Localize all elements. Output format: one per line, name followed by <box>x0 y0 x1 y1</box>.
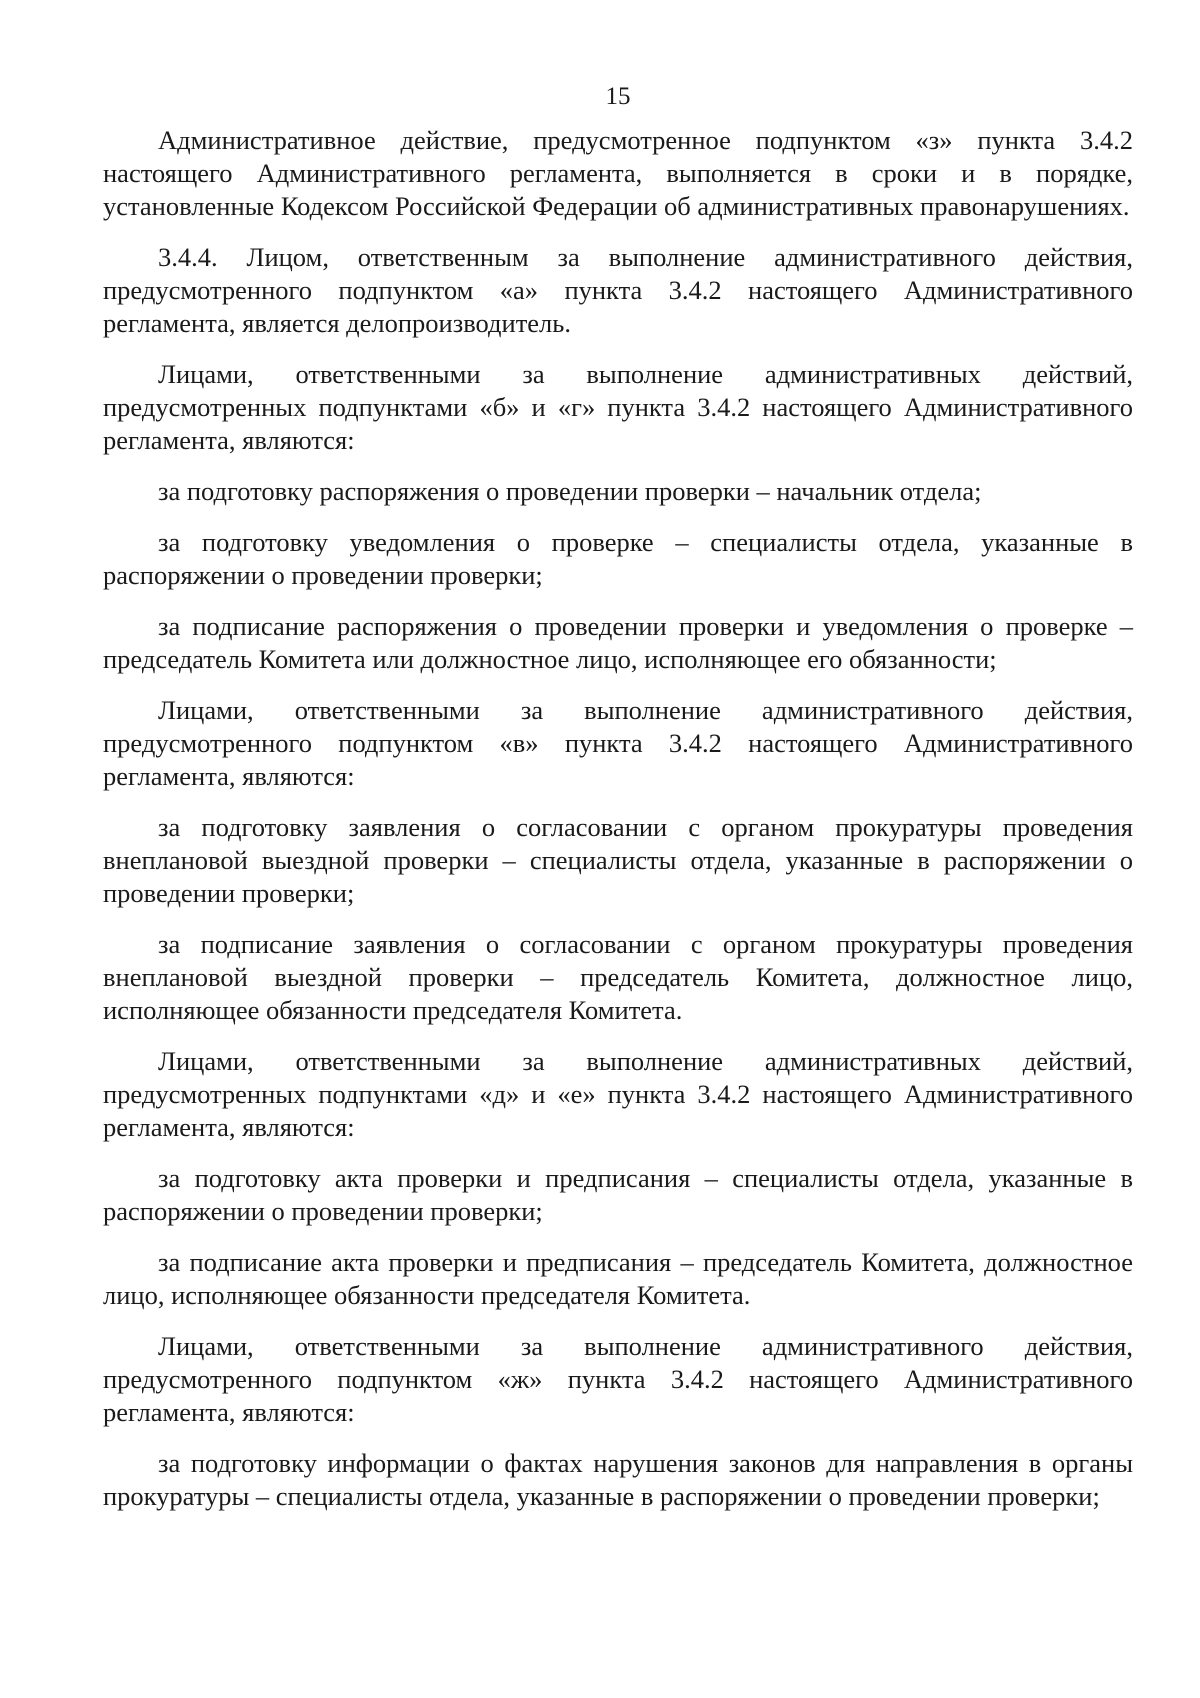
paragraph: Лицами, ответственными за выполнение административных действий, предусмотренных подпунктами «д» и «е» пункта 3.4.2 настоящего Административного регламента, являются: <box>103 1046 1133 1142</box>
paragraph: за подготовку информации о фактах нарушения законов для направления в органы прокуратуры – специалисты отдела, указанные в распоряжении о проведении проверки; <box>103 1448 1133 1511</box>
paragraph: 3.4.4. Лицом, ответственным за выполнение административного действия, предусмотренного подпунктом «а» пункта 3.4.2 настоящего Административного регламента, является делопроизводитель. <box>103 242 1133 338</box>
paragraph: Лицами, ответственными за выполнение административных действий, предусмотренных подпунктами «б» и «г» пункта 3.4.2 настоящего Административного регламента, являются: <box>103 359 1133 455</box>
document-body <box>103 124 1133 1531</box>
paragraph: Лицами, ответственными за выполнение административного действия, предусмотренного подпунктом «в» пункта 3.4.2 настоящего Административного регламента, являются: <box>103 695 1133 791</box>
paragraph: за подписание заявления о согласовании с органом прокуратуры проведения внеплановой выездной проверки – председатель Комитета, должностное лицо, исполняющее обязанности председателя Комитета. <box>103 929 1133 1025</box>
page-number: 15 <box>605 83 631 110</box>
paragraph: за подготовку уведомления о проверке – специалисты отдела, указанные в распоряжении о проведении проверки; <box>103 527 1133 590</box>
paragraph: Административное действие, предусмотренное подпунктом «з» пункта 3.4.2 настоящего Административного регламента, выполняется в сроки и в порядке, установленные Кодексом Российской Федерации об административных правонарушениях. <box>103 125 1133 221</box>
paragraph: за подготовку заявления о согласовании с органом прокуратуры проведения внеплановой выездной проверки – специалисты отдела, указанные в распоряжении о проведении проверки; <box>103 812 1133 908</box>
paragraph: за подписание акта проверки и предписания – председатель Комитета, должностное лицо, исполняющее обязанности председателя Комитета. <box>103 1247 1133 1310</box>
paragraph: Лицами, ответственными за выполнение административного действия, предусмотренного подпунктом «ж» пункта 3.4.2 настоящего Административного регламента, являются: <box>103 1331 1133 1427</box>
paragraph: за подготовку распоряжения о проведении проверки – начальник отдела; <box>158 476 982 506</box>
paragraph: за подписание распоряжения о проведении проверки и уведомления о проверке – председатель Комитета или должностное лицо, исполняющее его обязанности; <box>103 611 1133 674</box>
paragraph: за подготовку акта проверки и предписания – специалисты отдела, указанные в распоряжении о проведении проверки; <box>103 1163 1133 1226</box>
